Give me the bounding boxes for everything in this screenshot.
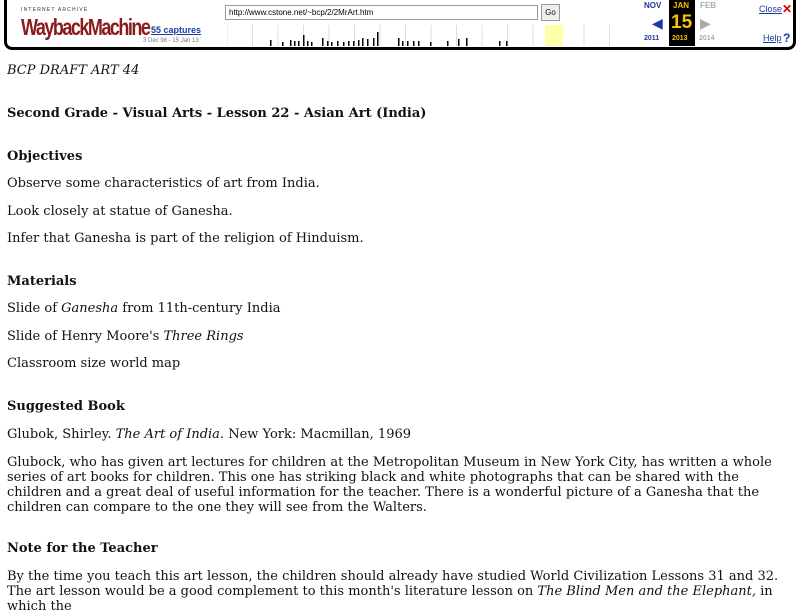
capture-bar[interactable] — [407, 41, 409, 46]
suggested-book-heading: Suggested Book — [7, 399, 125, 414]
capture-bar[interactable] — [327, 41, 329, 46]
capture-bar[interactable] — [307, 41, 309, 46]
current-year: 2013 — [672, 35, 688, 42]
capture-bar[interactable] — [377, 32, 379, 46]
material-item — [7, 301, 792, 316]
capture-bar[interactable] — [362, 38, 364, 46]
capture-bar[interactable] — [398, 38, 400, 46]
capture-bar[interactable] — [506, 41, 508, 46]
capture-bar[interactable] — [418, 41, 420, 46]
capture-bar[interactable] — [348, 41, 350, 46]
capture-bar[interactable] — [290, 40, 292, 46]
capture-bar[interactable] — [282, 42, 284, 46]
close-icon[interactable]: ✕ — [782, 2, 793, 16]
teacher-note-heading: Note for the Teacher — [7, 541, 158, 556]
page-title: Second Grade - Visual Arts - Lesson 22 - Asian Art (India) — [7, 106, 427, 121]
draft-label: BCP DRAFT ART 44 — [7, 63, 140, 78]
prev-year[interactable]: 2011 — [644, 35, 660, 42]
objective-item: Observe some characteristics of art from India. — [7, 176, 320, 191]
text: from 11th-century India — [118, 301, 281, 316]
capture-bar[interactable] — [402, 41, 404, 46]
capture-bar[interactable] — [499, 41, 501, 46]
material-item: Classroom size world map — [7, 356, 181, 371]
logo-caption: INTERNET ARCHIVE — [21, 7, 89, 13]
capture-bar[interactable] — [466, 38, 468, 46]
url-input[interactable] — [225, 5, 538, 20]
next-arrow-icon: ▶ — [700, 15, 711, 31]
book-citation — [7, 427, 792, 442]
prev-arrow-icon[interactable]: ◀ — [652, 15, 663, 31]
text: New York: Macmillan, 1969 — [224, 427, 412, 442]
title-text: Ganesha — [61, 301, 119, 316]
capture-bar[interactable] — [298, 41, 300, 46]
go-button[interactable]: Go — [541, 4, 560, 21]
text: Glubok, Shirley. — [7, 427, 116, 442]
text: By the time you teach this art lesson, the children should already have studied World Civilization Lessons 31 and 32. The art lesson would be a good complement to this month's literature lesson on — [7, 569, 779, 599]
title-text: Three Rings — [163, 329, 244, 344]
current-day: 15 — [671, 12, 693, 33]
year-highlight — [545, 25, 563, 46]
capture-bar[interactable] — [294, 41, 296, 46]
text: in which the — [7, 584, 773, 614]
current-month: JAN — [673, 1, 690, 10]
capture-bar[interactable] — [343, 42, 345, 46]
capture-bar[interactable] — [353, 41, 355, 46]
capture-bar[interactable] — [358, 40, 360, 46]
help-link[interactable]: Help — [763, 33, 782, 43]
prev-month[interactable]: NOV — [644, 1, 662, 10]
help-icon[interactable]: ? — [783, 31, 791, 45]
title-text: The Art of India. — [115, 427, 225, 442]
text: Slide of Henry Moore's — [7, 329, 164, 344]
capture-bar[interactable] — [367, 39, 369, 46]
next-month: FEB — [700, 1, 716, 10]
capture-bar[interactable] — [430, 42, 432, 46]
capture-bar[interactable] — [373, 38, 375, 46]
capture-timeline[interactable] — [227, 25, 635, 46]
objective-item: Infer that Ganesha is part of the religion of Hinduism. — [7, 231, 364, 246]
objectives-heading: Objectives — [7, 149, 83, 164]
title-text: The Blind Men and the Elephant, — [537, 584, 756, 599]
capture-bar[interactable] — [337, 41, 339, 46]
material-item — [7, 329, 792, 344]
teacher-note — [7, 569, 792, 614]
capture-bar[interactable] — [331, 42, 333, 46]
book-description: Glubock, who has given art lectures for children at the Metropolitan Museum in New York City, has written a whole series of art books for children. This one has striking black and white photographs that can be shared with the children and a great deal of useful information for the teacher. There is a wonderful picture of a Ganesha that the children can compare to the one they will see from the Walters. — [7, 455, 772, 515]
materials-heading: Materials — [7, 274, 77, 289]
next-year: 2014 — [699, 35, 715, 42]
close-link[interactable]: Close — [759, 4, 783, 14]
text: Slide of — [7, 301, 62, 316]
captures-range: 3 Dec 98 - 15 Jan 13 — [143, 38, 199, 44]
capture-bar[interactable] — [311, 42, 313, 46]
capture-bar[interactable] — [303, 35, 305, 46]
capture-bar[interactable] — [270, 40, 272, 46]
capture-bar[interactable] — [458, 39, 460, 46]
wayback-logo[interactable]: WaybackMachine — [21, 14, 150, 40]
wayback-toolbar — [4, 0, 796, 50]
capture-bar[interactable] — [447, 41, 449, 46]
capture-bar[interactable] — [322, 38, 324, 46]
capture-bar[interactable] — [413, 41, 415, 46]
captures-link[interactable]: 55 captures — [151, 25, 202, 35]
objective-item: Look closely at statue of Ganesha. — [7, 204, 233, 219]
